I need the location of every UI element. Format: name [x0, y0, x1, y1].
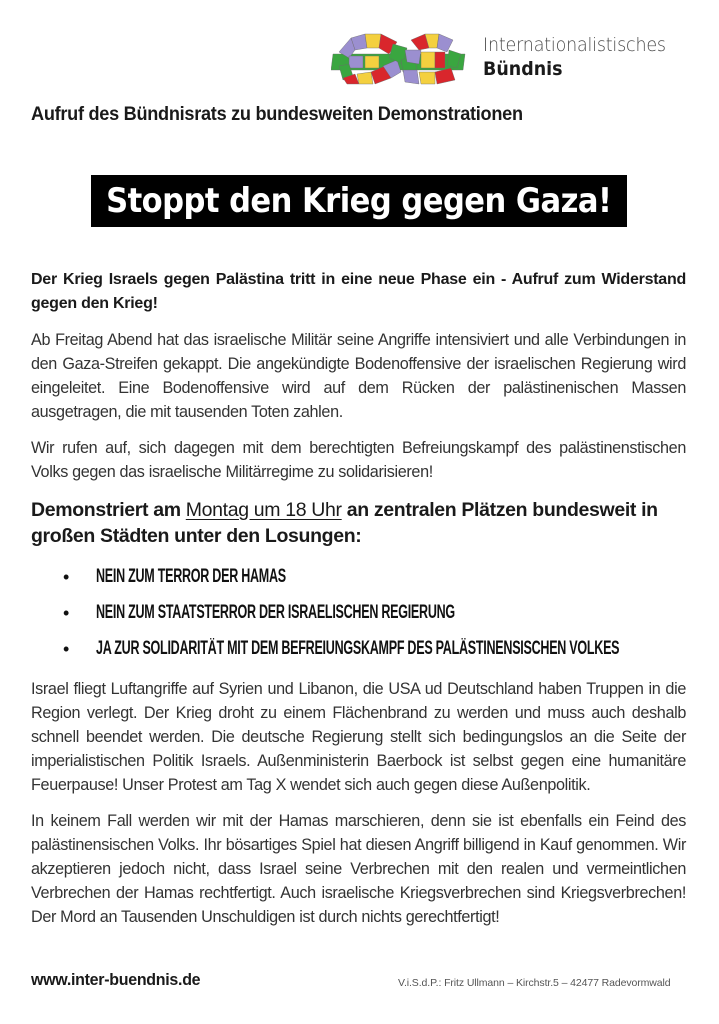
- body-paragraph-2: Wir rufen auf, sich dagegen mit dem berechtigten Befreiungskampf des palästinenstischen Volks gegen das israelische Militärregime zu solidarisieren!: [31, 439, 686, 481]
- slogan-text: JA ZUR SOLIDARITÄT MIT DEM BEFREIUNGSKAMPF DES PALÄSTINENSISCHEN VOLKES: [96, 638, 620, 659]
- org-name: [483, 33, 682, 81]
- slogan-text: NEIN ZUM TERROR DER HAMAS: [96, 566, 286, 587]
- slogan-item: [31, 563, 686, 599]
- website-link[interactable]: www.inter-buendnis.de: [31, 970, 201, 989]
- header: [0, 0, 719, 95]
- call-to-action-before: Demonstriert am: [31, 499, 186, 521]
- bullet-icon: •: [63, 567, 70, 587]
- slogan-item: [31, 599, 686, 635]
- call-to-action: [31, 497, 686, 549]
- imprint: V.i.S.d.P.: Fritz Ullmann – Kirchstr.5 – 42477 Radevormwald: [398, 977, 671, 989]
- bullet-icon: •: [63, 639, 70, 659]
- slogan-item: [31, 635, 686, 671]
- bullet-icon: •: [63, 603, 70, 623]
- body-paragraph-1: Ab Freitag Abend hat das israelische Militär seine Angriffe intensiviert und alle Verbindungen in den Gaza-Streifen gekappt. Die angekündigte Bodenoffensive der israelischen Regierung wird eingeleitet. Eine Bodenoffensive wird auf dem Rücken der palästinenischen Massen ausgetragen, die mit tausenden Toten zahlen.: [31, 331, 686, 421]
- call-to-action-after: an zentralen Plätzen bundesweit in großen Städten unter den Losungen:: [31, 499, 658, 547]
- lead-paragraph: Der Krieg Israels gegen Palästina tritt in eine neue Phase ein - Aufruf zum Widerstand gegen den Krieg!: [31, 271, 686, 312]
- knot-logo-icon: [331, 30, 467, 86]
- kicker-heading: Aufruf des Bündnisrats zu bundesweiten Demonstrationen: [31, 103, 523, 125]
- title-banner: [91, 175, 627, 227]
- article-body: [31, 268, 686, 929]
- body-paragraph-4: In keinem Fall werden wir mit der Hamas marschieren, denn sie ist ebenfalls ein Feind des palästinensischen Volks. Ihr bösartiges Spiel hat diesen Angriff billigend in Kauf genommen. Wir akzeptieren jedoch nicht, dass Israel seine Verbrechen mit den realen und vermeintlichen Verbrechen der Hamas rechtfertigt. Auch israelische Kriegsverbrechen sind Kriegsverbrechen! Der Mord an Tausenden Unschuldigen ist durch nichts gerechtfertigt!: [31, 812, 686, 926]
- slogan-text: NEIN ZUM STAATSTERROR DER ISRAELISCHEN REGIERUNG: [96, 602, 455, 623]
- page-title: Stoppt den Krieg gegen Gaza!: [106, 181, 612, 221]
- org-name-line1: Internationalistisches: [483, 34, 666, 56]
- call-to-action-date: Montag um 18 Uhr: [185, 499, 342, 521]
- slogan-list: [31, 563, 686, 671]
- org-name-line2: Bündnis: [483, 58, 563, 80]
- body-paragraph-3: Israel fliegt Luftangriffe auf Syrien und Libanon, die USA ud Deutschland haben Truppen in die Region verlegt. Der Krieg droht zu einem Flächenbrand zu werden und muss auch deshalb schnell beendet werden. Die deutsche Regierung stellt sich bedingungslos an die Seite der imperialistischen Politik Israels. Außenministerin Baerbock ist selbst gegen eine humanitäre Feuerpause! Unser Protest am Tag X wendet sich auch gegen diese Außenpolitik.: [31, 680, 686, 794]
